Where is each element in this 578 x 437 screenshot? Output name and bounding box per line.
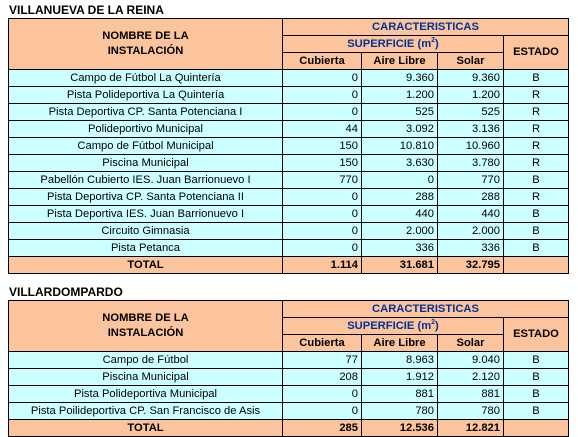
estado-value: B xyxy=(504,403,569,420)
header-cubierta: Cubierta xyxy=(283,335,362,352)
installation-name: Pista Petanca xyxy=(9,240,283,257)
table-row xyxy=(9,155,569,172)
total-cubierta: 1.114 xyxy=(283,257,362,274)
installation-name: Pista Deportiva CP. Santa Potenciana I xyxy=(9,104,283,121)
installation-name: Piscina Municipal xyxy=(9,155,283,172)
installation-name: Campo de Fútbol xyxy=(9,352,283,369)
solar-value: 2.120 xyxy=(438,369,504,386)
aire-libre-value: 3.630 xyxy=(362,155,438,172)
total-aire-libre: 31.681 xyxy=(362,257,438,274)
cubierta-value: 0 xyxy=(283,206,362,223)
installation-name: Pista Polideportiva La Quintería xyxy=(9,87,283,104)
solar-value: 1.200 xyxy=(438,87,504,104)
cubierta-value: 44 xyxy=(283,121,362,138)
header-estado: ESTADO xyxy=(504,36,569,70)
installation-name: Pista Polideportiva Municipal xyxy=(9,386,283,403)
section-title-villardompardo: VILLARDOMPARDO xyxy=(9,285,123,299)
cubierta-value: 0 xyxy=(283,87,362,104)
total-label: TOTAL xyxy=(9,420,283,437)
solar-value: 10.960 xyxy=(438,138,504,155)
solar-value: 3.780 xyxy=(438,155,504,172)
solar-value: 525 xyxy=(438,104,504,121)
installation-name: Pabellón Cubierto IES. Juan Barrionuevo I xyxy=(9,172,283,189)
aire-libre-value: 8.963 xyxy=(362,352,438,369)
solar-value: 9.040 xyxy=(438,352,504,369)
table-row xyxy=(9,189,569,206)
estado-value: R xyxy=(504,104,569,121)
cubierta-value: 0 xyxy=(283,189,362,206)
aire-libre-value: 780 xyxy=(362,403,438,420)
cubierta-value: 0 xyxy=(283,70,362,87)
installation-name: Piscina Municipal xyxy=(9,369,283,386)
table-row xyxy=(9,369,569,386)
aire-libre-value: 3.092 xyxy=(362,121,438,138)
cubierta-value: 150 xyxy=(283,155,362,172)
total-row xyxy=(9,420,569,437)
estado-value: R xyxy=(504,87,569,104)
cubierta-value: 77 xyxy=(283,352,362,369)
installations-table-villardompardo xyxy=(8,300,569,437)
solar-value: 288 xyxy=(438,189,504,206)
aire-libre-value: 1.200 xyxy=(362,87,438,104)
header-solar: Solar xyxy=(438,335,504,352)
estado-value: B xyxy=(504,352,569,369)
aire-libre-value: 336 xyxy=(362,240,438,257)
table-row xyxy=(9,352,569,369)
installation-name: Pista Poilideportiva CP. San Francisco de Asis xyxy=(9,403,283,420)
installations-table-villanueva xyxy=(8,18,569,274)
header-aire-libre: Aire Libre xyxy=(362,335,438,352)
total-cubierta: 285 xyxy=(283,420,362,437)
header-superficie: SUPERFICIE $(m^2)$ xyxy=(283,318,504,335)
aire-libre-value: 881 xyxy=(362,386,438,403)
header-name: NOMBRE DE LA INSTALACIÓN xyxy=(9,301,283,352)
total-label: TOTAL xyxy=(9,257,283,274)
cubierta-value: 208 xyxy=(283,369,362,386)
cubierta-value: 0 xyxy=(283,403,362,420)
solar-value: 3.136 xyxy=(438,121,504,138)
header-name: NOMBRE DE LA INSTALACIÓN xyxy=(9,19,283,70)
estado-value: R xyxy=(504,138,569,155)
estado-value: B xyxy=(504,206,569,223)
header-superficie: SUPERFICIE $(m^2)$ xyxy=(283,36,504,53)
estado-value: B xyxy=(504,223,569,240)
table-row xyxy=(9,240,569,257)
solar-value: 440 xyxy=(438,206,504,223)
solar-value: 336 xyxy=(438,240,504,257)
installation-name: Pista Deportiva IES. Juan Barrionuevo I xyxy=(9,206,283,223)
aire-libre-value: 440 xyxy=(362,206,438,223)
cubierta-value: 0 xyxy=(283,223,362,240)
aire-libre-value: 10.810 xyxy=(362,138,438,155)
estado-value: R xyxy=(504,121,569,138)
solar-value: 881 xyxy=(438,386,504,403)
table-row xyxy=(9,403,569,420)
installation-name: Pista Deportiva CP. Santa Potenciana II xyxy=(9,189,283,206)
table-row xyxy=(9,206,569,223)
installation-name: Campo de Fútbol Municipal xyxy=(9,138,283,155)
table-row xyxy=(9,386,569,403)
header-caracteristicas: CARACTERISTICAS xyxy=(283,19,569,36)
section-title-villanueva: VILLANUEVA DE LA REINA xyxy=(9,3,164,17)
table-row xyxy=(9,172,569,189)
table-row xyxy=(9,87,569,104)
table-row xyxy=(9,70,569,87)
estado-value: B xyxy=(504,240,569,257)
total-estado-empty xyxy=(504,257,569,274)
table-row xyxy=(9,138,569,155)
estado-value: B xyxy=(504,172,569,189)
aire-libre-value: 525 xyxy=(362,104,438,121)
estado-value: R xyxy=(504,189,569,206)
installation-name: Polideportivo Municipal xyxy=(9,121,283,138)
estado-value: B xyxy=(504,386,569,403)
header-estado: ESTADO xyxy=(504,318,569,352)
estado-value: B xyxy=(504,70,569,87)
cubierta-value: 0 xyxy=(283,240,362,257)
installation-name: Campo de Fútbol La Quintería xyxy=(9,70,283,87)
aire-libre-value: 2.000 xyxy=(362,223,438,240)
total-solar: 32.795 xyxy=(438,257,504,274)
cubierta-value: 0 xyxy=(283,104,362,121)
solar-value: 2.000 xyxy=(438,223,504,240)
total-solar: 12.821 xyxy=(438,420,504,437)
header-aire-libre: Aire Libre xyxy=(362,53,438,70)
installation-name: Circuito Gimnasia xyxy=(9,223,283,240)
table-row xyxy=(9,121,569,138)
solar-value: 9.360 xyxy=(438,70,504,87)
total-row xyxy=(9,257,569,274)
total-aire-libre: 12.536 xyxy=(362,420,438,437)
aire-libre-value: 288 xyxy=(362,189,438,206)
table-row xyxy=(9,223,569,240)
header-cubierta: Cubierta xyxy=(283,53,362,70)
header-caracteristicas: CARACTERISTICAS xyxy=(283,301,569,318)
estado-value: B xyxy=(504,369,569,386)
solar-value: 770 xyxy=(438,172,504,189)
estado-value: R xyxy=(504,155,569,172)
header-solar: Solar xyxy=(438,53,504,70)
total-estado-empty xyxy=(504,420,569,437)
aire-libre-value: 0 xyxy=(362,172,438,189)
cubierta-value: 770 xyxy=(283,172,362,189)
aire-libre-value: 9.360 xyxy=(362,70,438,87)
cubierta-value: 0 xyxy=(283,386,362,403)
aire-libre-value: 1.912 xyxy=(362,369,438,386)
solar-value: 780 xyxy=(438,403,504,420)
table-row xyxy=(9,104,569,121)
cubierta-value: 150 xyxy=(283,138,362,155)
